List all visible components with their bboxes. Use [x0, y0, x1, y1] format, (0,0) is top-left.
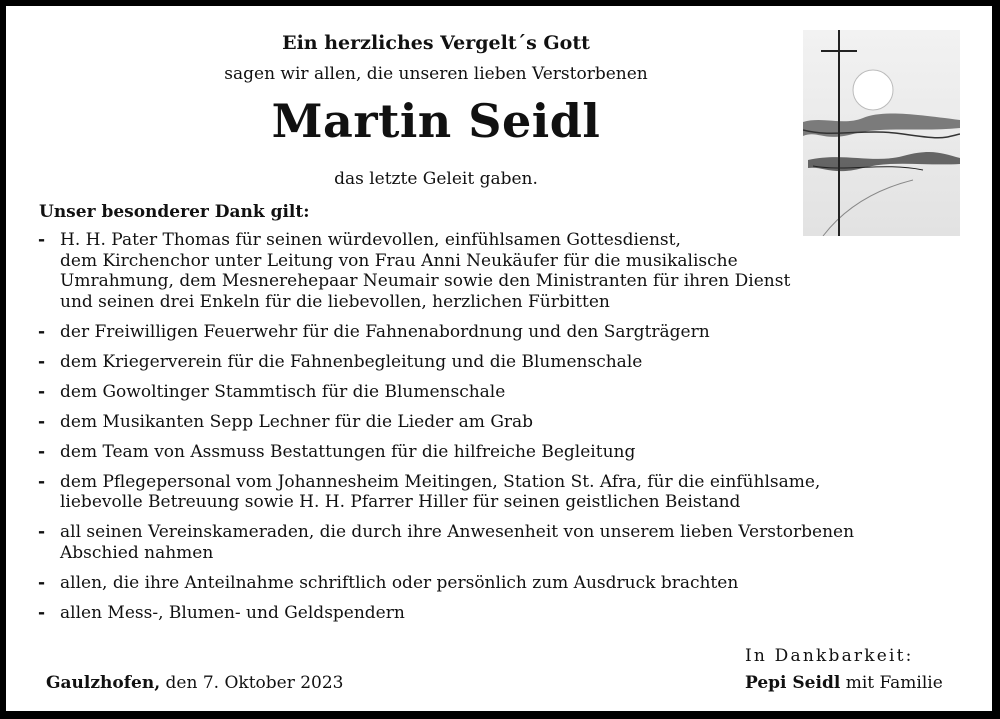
gratitude-line: In Dankbarkeit: — [745, 646, 914, 666]
thanks-heading: Unser besonderer Dank gilt: — [39, 202, 310, 222]
list-item-line: all seinen Vereinskameraden, die durch ihre Anwesenheit von unserem lieben Verstorbenen — [60, 522, 855, 542]
list-item-line: dem Team von Assmuss Bestattungen für die hilfreiche Begleitung — [60, 441, 636, 462]
deceased-name: Martin Seidl — [271, 94, 601, 148]
list-item-line: und seinen drei Enkeln für die liebevollen, herzlichen Fürbitten — [60, 291, 610, 312]
list-item-line: allen, die ihre Anteilnahme schriftlich oder persönlich zum Ausdruck brachten — [60, 572, 739, 593]
list-item-line: Abschied nahmen — [60, 542, 214, 563]
closing-line: das letzte Geleit gaben. — [334, 169, 538, 189]
list-item-line: dem Kriegerverein für die Fahnenbegleitung und die Blumenschale — [60, 351, 643, 372]
list-item — [36, 322, 966, 343]
dash-bullet: - — [38, 471, 46, 492]
signature — [745, 673, 943, 693]
list-item — [36, 442, 966, 463]
list-item-line: dem Pflegepersonal vom Johannesheim Meitingen, Station St. Afra, für die einfühlsame, — [60, 471, 821, 492]
title-line: Ein herzliches Vergelt´s Gott — [282, 32, 590, 54]
list-item — [36, 472, 966, 513]
list-item-line: dem Musikanten Sepp Lechner für die Lieder am Grab — [60, 411, 534, 432]
list-item-line: allen Mess-, Blumen- und Geldspendern — [60, 602, 405, 623]
list-item — [36, 412, 966, 433]
list-item — [36, 573, 966, 594]
dash-bullet: - — [38, 411, 46, 432]
dash-bullet: - — [38, 441, 46, 462]
dash-bullet: - — [38, 351, 46, 372]
date: den 7. Oktober 2023 — [165, 673, 344, 693]
dash-bullet: - — [38, 572, 46, 593]
list-item-line: der Freiwilligen Feuerwehr für die Fahnenabordnung und den Sargträgern — [60, 321, 710, 342]
list-item — [36, 522, 966, 563]
list-item-line: dem Gowoltinger Stammtisch für die Blumenschale — [60, 381, 506, 402]
list-item — [36, 603, 966, 624]
signer-suffix: mit Familie — [845, 673, 943, 693]
place: Gaulzhofen, — [46, 673, 161, 693]
list-item-line: Umrahmung, dem Mesnerehepaar Neumair sowie den Ministranten für ihren Dienst — [60, 271, 791, 291]
list-item — [36, 352, 966, 373]
cross-landscape-icon — [803, 30, 960, 236]
place-date — [46, 673, 344, 693]
list-item-line: liebevolle Betreuung sowie H. H. Pfarrer Hiller für seinen geistlichen Beistand — [60, 492, 741, 512]
thanks-list — [36, 230, 966, 633]
list-item — [36, 230, 966, 312]
list-item — [36, 382, 966, 403]
dash-bullet: - — [38, 321, 46, 342]
dash-bullet: - — [38, 230, 46, 250]
dash-bullet: - — [38, 602, 46, 623]
list-item-line: H. H. Pater Thomas für seinen würdevollen, einfühlsamen Gottesdienst, — [60, 230, 681, 250]
obituary-card — [6, 6, 992, 711]
dash-bullet: - — [38, 522, 46, 542]
list-item-line: dem Kirchenchor unter Leitung von Frau Anni Neukäufer für die musikalische — [60, 250, 738, 271]
signer-name: Pepi Seidl — [745, 673, 841, 693]
dash-bullet: - — [38, 381, 46, 402]
intro-line: sagen wir allen, die unseren lieben Verstorbenen — [224, 64, 648, 84]
